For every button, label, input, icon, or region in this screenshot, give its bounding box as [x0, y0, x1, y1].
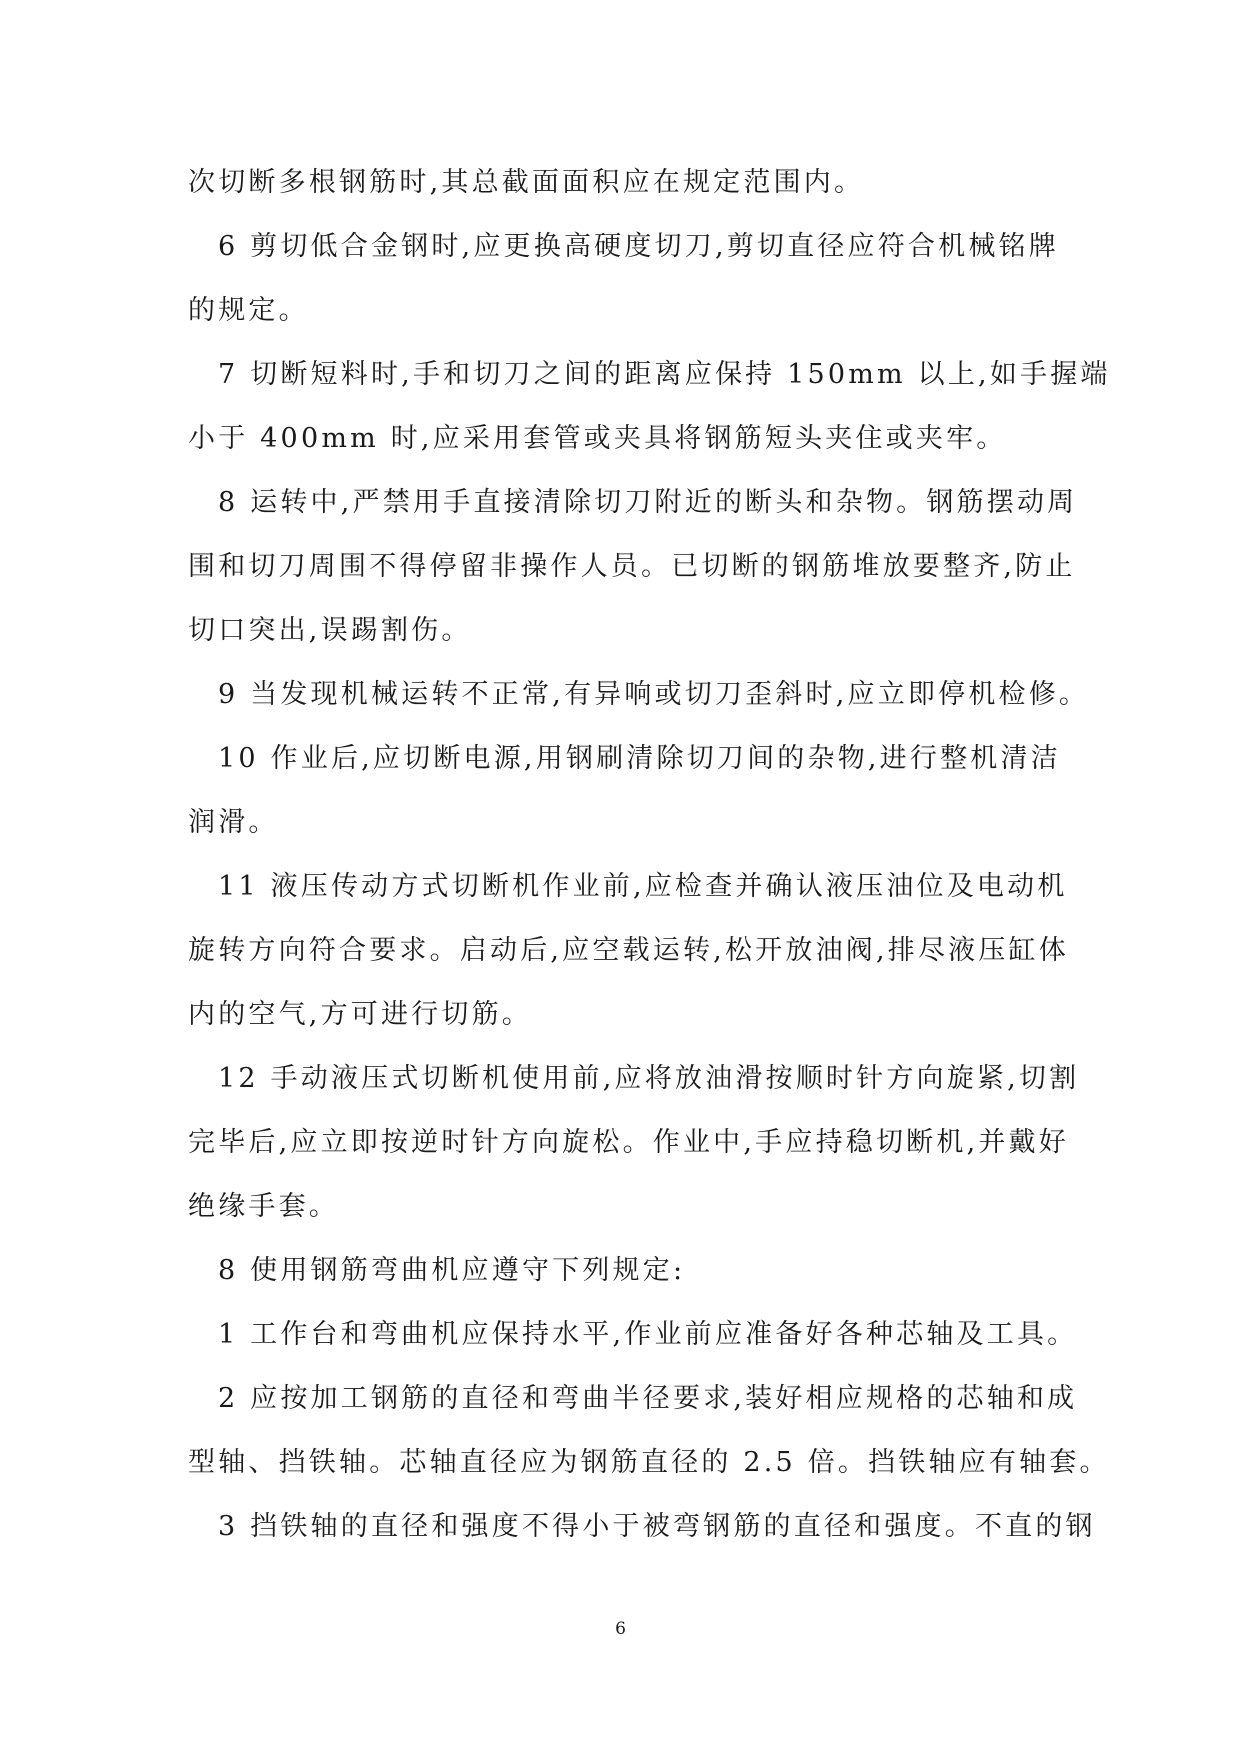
text-line: 次切断多根钢筋时,其总截面面积应在规定范围内。 [188, 167, 865, 198]
text-line: 内的空气,方可进行切筋。 [188, 999, 532, 1030]
text-line: 型轴、挡铁轴。芯轴直径应为钢筋直径的 2.5 倍。挡铁轴应有轴套。 [188, 1447, 1110, 1478]
text-line: 12 手动液压式切断机使用前,应将放油滑按顺时针方向旋紧,切割 [218, 1063, 1080, 1094]
text-line: 6 剪切低合金钢时,应更换高硬度切刀,剪切直径应符合机械铭牌 [218, 231, 1059, 262]
text-line: 1 工作台和弯曲机应保持水平,作业前应准备好各种芯轴及工具。 [218, 1319, 1078, 1350]
text-line: 润滑。 [188, 807, 279, 838]
text-line: 8 运转中,严禁用手直接清除切刀附近的断头和杂物。钢筋摆动周 [218, 487, 1078, 518]
text-line: 10 作业后,应切断电源,用钢刷清除切刀间的杂物,进行整机清洁 [218, 743, 1061, 774]
page-number: 6 [615, 1619, 626, 1639]
text-line: 切口突出,误踢割伤。 [188, 615, 472, 646]
text-line: 3 挡铁轴的直径和强度不得小于被弯钢筋的直径和强度。不直的钢 [218, 1511, 1096, 1542]
text-line: 围和切刀周围不得停留非操作人员。已切断的钢筋堆放要整齐,防止 [188, 551, 1076, 582]
text-line: 9 当发现机械运转不正常,有异响或切刀歪斜时,应立即停机检修。 [218, 679, 1090, 710]
text-line: 绝缘手套。 [188, 1191, 339, 1222]
text-line: 小于 400mm 时,应采用套管或夹具将钢筋短头夹住或夹牢。 [188, 423, 1007, 454]
text-line: 2 应按加工钢筋的直径和弯曲半径要求,装好相应规格的芯轴和成 [218, 1383, 1078, 1414]
text-line: 7 切断短料时,手和切刀之间的距离应保持 150mm 以上,如手握端 [218, 359, 1111, 390]
text-line: 旋转方向符合要求。启动后,应空载运转,松开放油阀,排尽液压缸体 [188, 935, 1069, 966]
text-line: 完毕后,应立即按逆时针方向旋松。作业中,手应持稳切断机,并戴好 [188, 1127, 1069, 1158]
text-line: 11 液压传动方式切断机作业前,应检查并确认液压油位及电动机 [218, 871, 1068, 902]
text-line: 8 使用钢筋弯曲机应遵守下列规定: [218, 1255, 686, 1286]
text-line: 的规定。 [188, 295, 309, 326]
